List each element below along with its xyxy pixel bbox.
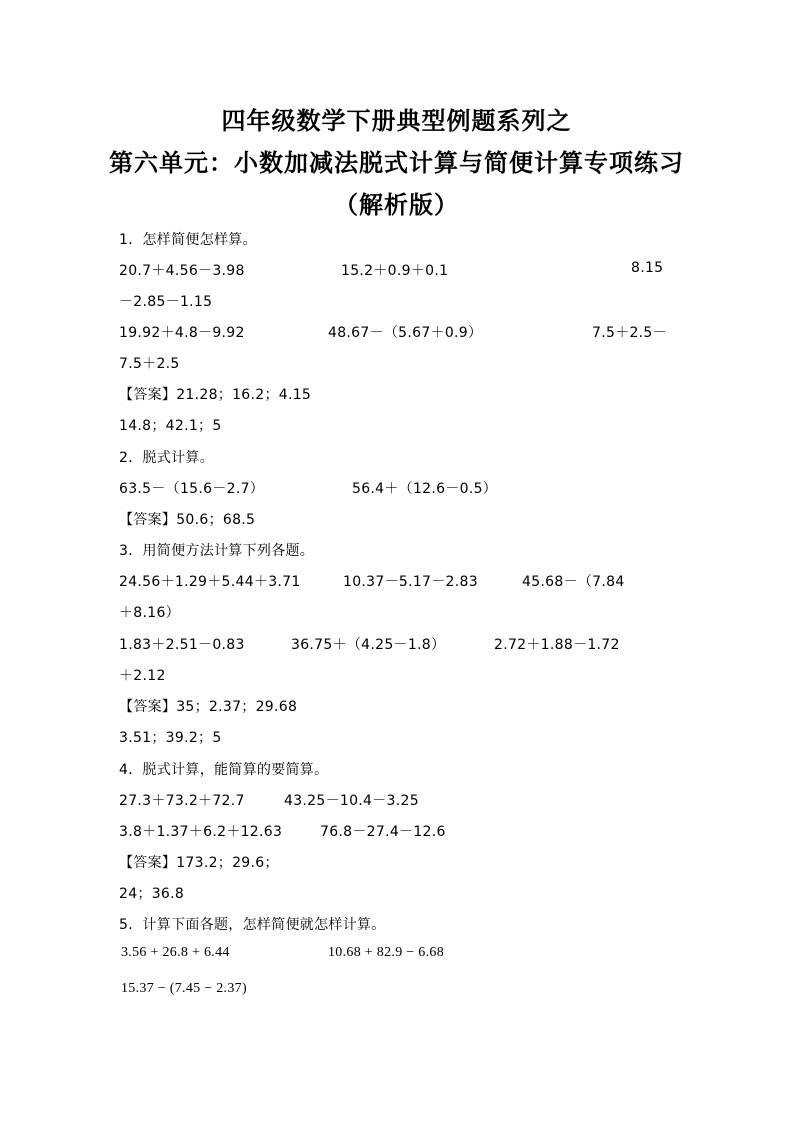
q1-expr-5: 48.67－（5.67＋0.9） — [328, 325, 483, 341]
q4-expr-1: 27.3＋73.2＋72.7 — [119, 793, 245, 809]
question-3-heading: 3．用简便方法计算下列各题。 — [119, 543, 315, 559]
title-line-2: 第六单元：小数加减法脱式计算与简便计算专项练习 — [109, 149, 684, 177]
question-5-heading: 5．计算下面各题，怎样简便就怎样计算。 — [119, 917, 386, 933]
question-1-heading: 1．怎样简便怎样算。 — [119, 232, 257, 248]
q1-expr-1: 20.7＋4.56－3.98 — [119, 263, 245, 279]
answer-values: 50.6；68.5 — [176, 512, 256, 528]
q2-answer — [119, 509, 255, 529]
question-4-heading: 4．脱式计算，能简算的要简算。 — [119, 762, 329, 778]
q3-answer-line-2: 3.51；39.2；5 — [119, 730, 222, 746]
q4-expr-3: 3.8＋1.37＋6.2＋12.63 — [119, 824, 283, 840]
q3-expr-6-end: ＋2.12 — [119, 668, 166, 684]
answer-values: 21.28；16.2；4.15 — [176, 387, 312, 403]
q3-expr-2: 10.37－5.17－2.83 — [343, 574, 478, 590]
q3-expr-3-start: 45.68－（7.84 — [522, 574, 625, 590]
q5-expr-1: 3.56 + 26.8 + 6.44 — [121, 945, 230, 960]
q4-expr-4: 76.8－27.4－12.6 — [320, 824, 446, 840]
title-line-3: （解析版） — [334, 191, 459, 219]
answer-label: 【答案】 — [119, 512, 177, 528]
q1-expr-6-start: 7.5＋2.5－ — [592, 325, 667, 341]
q1-expr-6-end: 7.5＋2.5 — [119, 356, 180, 372]
answer-label: 【答案】 — [119, 387, 177, 403]
q3-expr-1: 24.56＋1.29＋5.44＋3.71 — [119, 574, 301, 590]
q3-expr-4: 1.83＋2.51－0.83 — [119, 637, 245, 653]
q5-expr-3: 15.37 − (7.45 − 2.37) — [121, 981, 247, 996]
q1-answer — [119, 384, 311, 404]
q3-expr-6-start: 2.72＋1.88－1.72 — [494, 637, 620, 653]
q1-expr-3-end: －2.85－1.15 — [119, 294, 213, 310]
q1-expr-3-start: 8.15 — [631, 260, 664, 276]
answer-label: 【答案】 — [119, 699, 177, 715]
answer-values: 173.2；29.6； — [176, 855, 279, 871]
q3-expr-3-end: ＋8.16） — [119, 605, 180, 621]
q1-expr-2: 15.2＋0.9＋0.1 — [341, 263, 449, 279]
q3-answer — [119, 696, 297, 716]
q2-expr-2: 56.4＋（12.6－0.5） — [352, 481, 498, 497]
question-2-heading: 2．脱式计算。 — [119, 450, 215, 466]
title-line-1: 四年级数学下册典型例题系列之 — [221, 107, 572, 135]
q4-answer — [119, 852, 279, 872]
answer-label: 【答案】 — [119, 855, 177, 871]
q2-expr-1: 63.5－（15.6－2.7） — [119, 481, 265, 497]
q1-answer-line-2: 14.8；42.1；5 — [119, 418, 222, 434]
q4-expr-2: 43.25－10.4－3.25 — [284, 793, 419, 809]
answer-values: 35；2.37；29.68 — [176, 699, 298, 715]
q4-answer-line-2: 24；36.8 — [119, 886, 185, 902]
q1-expr-4: 19.92＋4.8－9.92 — [119, 325, 245, 341]
q5-expr-2: 10.68 + 82.9 − 6.68 — [328, 945, 444, 960]
q3-expr-5: 36.75＋（4.25－1.8） — [291, 637, 446, 653]
